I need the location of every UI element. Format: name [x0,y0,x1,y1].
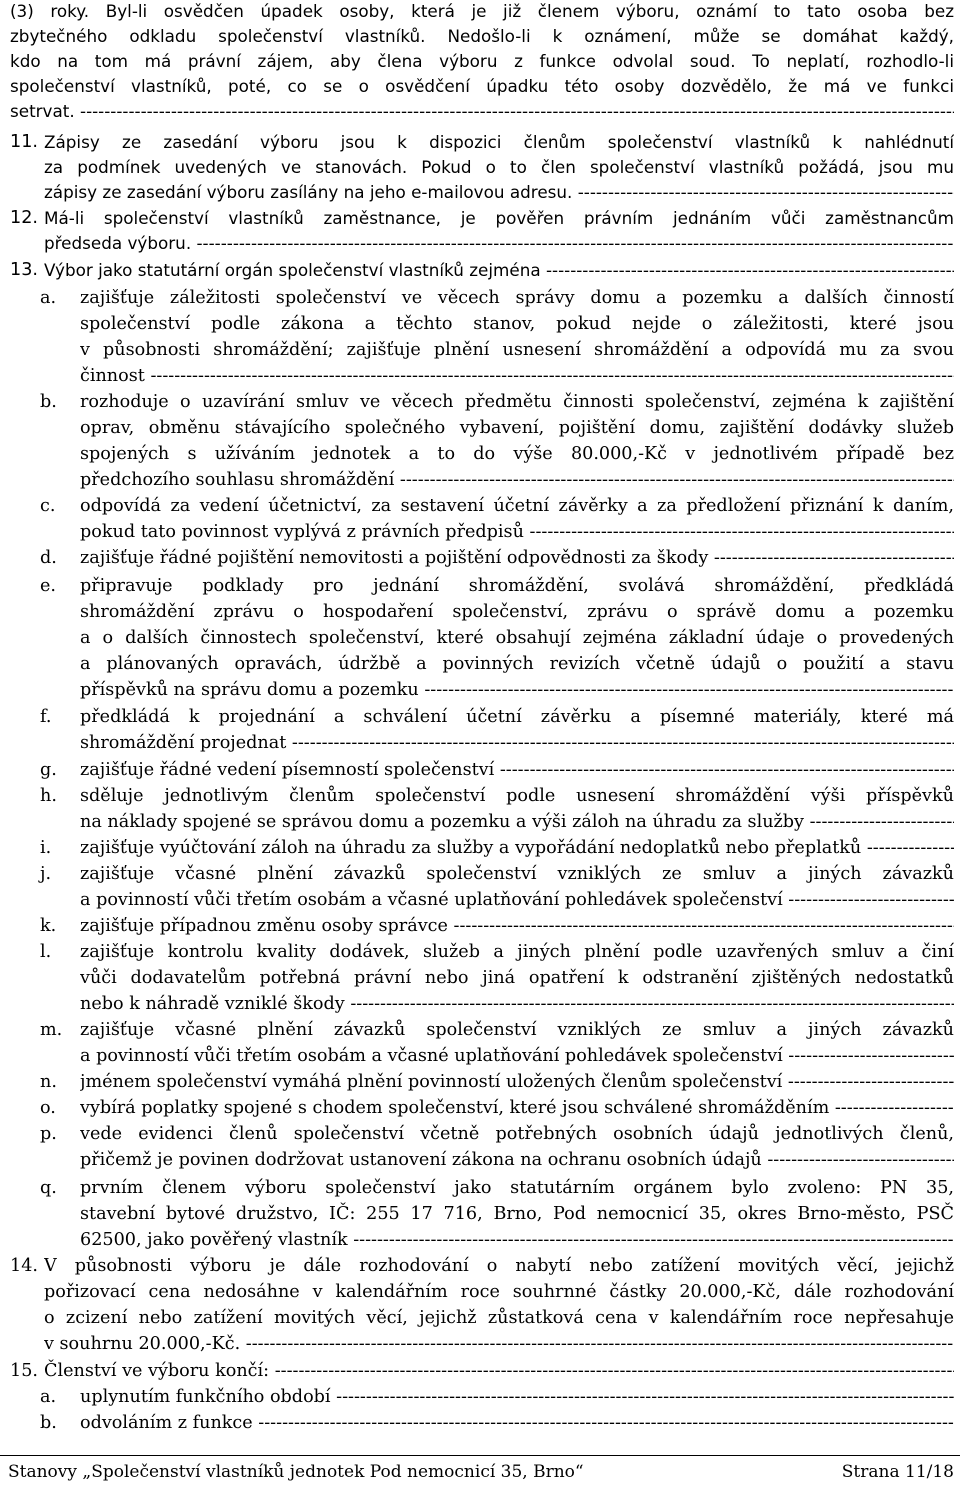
text-line: přičemž je povinen dodržovat ustanovení zákona na ochranu osobních údajů ----- [80,1147,954,1173]
text-line: předseda výboru. ----- [44,230,954,256]
item-letter: c. [40,496,56,516]
text-line: rozhoduje o uzavírání smluv ve věcech předmětu činnosti společenství, zejména k zajištění [80,392,954,412]
paragraph-number: 15. [10,1361,38,1381]
text-line: a povinností vůči třetím osobám a včasné uplatňování pohledávek společenství ----- [80,1043,954,1069]
text-line: zajišťuje včasné plnění závazků společenství vzniklých ze smluv a jiných závazků [80,1020,954,1040]
text-line: zbytečného odkladu společenství vlastníků. Nedošlo-li k oznámení, může se domáhat každý, [10,26,954,46]
text-line: uplynutím funkčního období ----- [80,1384,954,1410]
text-line: předkládá k projednání a schválení účetní závěrku a písemné materiály, které má [80,707,954,727]
item-letter: h. [40,786,57,806]
text-line: společenství vlastníků, poté, co se o osvědčení úpadku této osoby dozvědělo, že má ve funkci [10,76,954,96]
text-line: vybírá poplatky spojené s chodem společenství, které jsou schválené shromážděním ----- [80,1095,954,1121]
text-line: kdo na tom má právní zájem, aby člena výboru z funkce odvolal soud. To neplatí, rozhodlo-li [10,51,954,71]
text-line: V působnosti výboru je dále rozhodování o nabytí nebo zatížení movitých věcí, jejichž [44,1256,954,1276]
paragraph-number: 14. [10,1256,38,1276]
text-line: oprav, obměnu stávajícího společného vybavení, pojištění domu, zajištění dodávky služeb [80,418,954,438]
item-letter: j. [40,864,52,884]
paragraph-number: 11. [10,132,38,152]
text-line: shromáždění projednat ----- [80,730,954,756]
item-letter: m. [40,1020,63,1040]
item-letter: e. [40,576,57,596]
text-line: připravuje podklady pro jednání shromáždění, svolává shromáždění, předkládá [80,576,954,596]
text-line: v souhrnu 20.000,-Kč. ----- [44,1331,954,1357]
text-line: stavební bytové družstvo, IČ: 255 17 716, Brno, Pod nemocnicí 35, okres Brno-město, PSČ [80,1204,954,1224]
page-number: Strana 11/18 [841,1462,954,1482]
text-line: zajišťuje řádné pojištění nemovitosti a pojištění odpovědnosti za škody ----- [80,545,954,571]
item-letter: n. [40,1072,57,1092]
text-line: zajišťuje případnou změnu osoby správce ----- [80,913,954,939]
item-letter: i. [40,838,52,858]
paragraph-number: 13. [10,260,38,280]
text-line: prvním členem výboru společenství jako statutárním orgánem bylo zvoleno: PN 35, [80,1178,954,1198]
text-line: setrvat. ----- [10,98,954,124]
text-line: příspěvků na správu domu a pozemku ----- [80,677,954,703]
footer-title: Stanovy „Společenství vlastníků jednotek Pod nemocnicí 35, Brno“ [8,1462,584,1482]
text-line: odvoláním z funkce ----- [80,1410,954,1436]
text-line: zajišťuje řádné vedení písemností společenství ----- [80,757,954,783]
item-letter: q. [40,1178,57,1198]
text-line: činnost ----- [80,363,954,389]
text-line: na náklady spojené se správou domu a pozemku a výši záloh na úhradu za služby ----- [80,809,954,835]
text-line: společenství podle zákona a těchto stanov, pokud nejde o záležitosti, které jsou [80,314,954,334]
text-line: nebo k náhradě vzniklé škody ----- [80,991,954,1017]
text-line: a povinností vůči třetím osobám a včasné uplatňování pohledávek společenství ----- [80,887,954,913]
text-line: zajišťuje vyúčtování záloh na úhradu za služby a vypořádání nedoplatků nebo přeplatků ----- [80,835,954,861]
text-line: v působnosti shromáždění; zajišťuje plnění usnesení shromáždění a odpovídá mu za svou [80,340,954,360]
text-line: a plánovaných opravách, údržbě a povinných revizích včetně údajů o použití a stavu [80,654,954,674]
item-letter: a. [40,288,57,308]
item-letter: l. [40,942,52,962]
text-line: Výbor jako statutární orgán společenství vlastníků zejména ----- [44,257,954,283]
text-line: vede evidenci členů společenství včetně potřebných osobních údajů jednotlivých členů, [80,1124,954,1144]
item-letter: b. [40,1413,57,1433]
text-line: Členství ve výboru končí: ----- [44,1358,954,1384]
item-letter: a. [40,1387,57,1407]
text-line: vůči dodavatelům potřebná právní nebo jiná opatření k odstranění zjištěných nedostatků [80,968,954,988]
item-letter: k. [40,916,57,936]
text-line: 62500, jako pověřený vlastník ----- [80,1227,954,1253]
item-letter: d. [40,548,57,568]
item-letter: p. [40,1124,57,1144]
text-line: za podmínek uvedených ve stanovách. Pokud o to člen společenství vlastníků požádá, jsou mu [44,157,954,177]
text-line: Zápisy ze zasedání výboru jsou k dispozici členům společenství vlastníků k nahlédnutí [44,132,954,152]
text-line: pořizovací cena nedosáhne v kalendářním roce souhrnné částky 20.000,-Kč, dále rozhodování [44,1282,954,1302]
item-letter: g. [40,760,57,780]
paragraph-number: 12. [10,208,38,228]
text-line: zápisy ze zasedání výboru zasílány na jeho e-mailovou adresu. ----- [44,179,954,205]
text-line: předchozího souhlasu shromáždění ----- [80,467,954,493]
text-line: a o dalších činnostech společenství, které obsahují zejména základní údaje o provedených [80,628,954,648]
text-line: zajišťuje záležitosti společenství ve věcech správy domu a pozemku a dalších činností [80,288,954,308]
item-letter: o. [40,1098,56,1118]
footer-divider [0,1455,960,1456]
item-letter: b. [40,392,57,412]
text-line: (3) roky. Byl-li osvědčen úpadek osoby, která je již členem výboru, oznámí to tato osoba bez [10,1,954,21]
item-letter: f. [40,707,52,727]
text-line: shromáždění zprávu o hospodaření společenství, zprávu o správě domu a pozemku [80,602,954,622]
text-line: spojených s užíváním jednotek a to do výše 80.000,-Kč v jednotlivém případě bez [80,444,954,464]
text-line: Má-li společenství vlastníků zaměstnance, je pověřen právním jednáním vůči zaměstnancům [44,208,954,228]
text-line: jménem společenství vymáhá plnění povinností uložených členům společenství ----- [80,1069,954,1095]
text-line: pokud tato povinnost vyplývá z právních předpisů ----- [80,519,954,545]
text-line: o zcizení nebo zatížení movitých věcí, jejichž zůstatková cena v kalendářním roce nepřesahuje [44,1308,954,1328]
text-line: odpovídá za vedení účetnictví, za sestavení účetní závěrky a za předložení přiznání k daním, [80,496,954,516]
text-line: zajišťuje kontrolu kvality dodávek, služeb a jiných plnění podle uzavřených smluv a činí [80,942,954,962]
text-line: zajišťuje včasné plnění závazků společenství vzniklých ze smluv a jiných závazků [80,864,954,884]
text-line: sděluje jednotlivým členům společenství podle usnesení shromáždění výši příspěvků [80,786,954,806]
